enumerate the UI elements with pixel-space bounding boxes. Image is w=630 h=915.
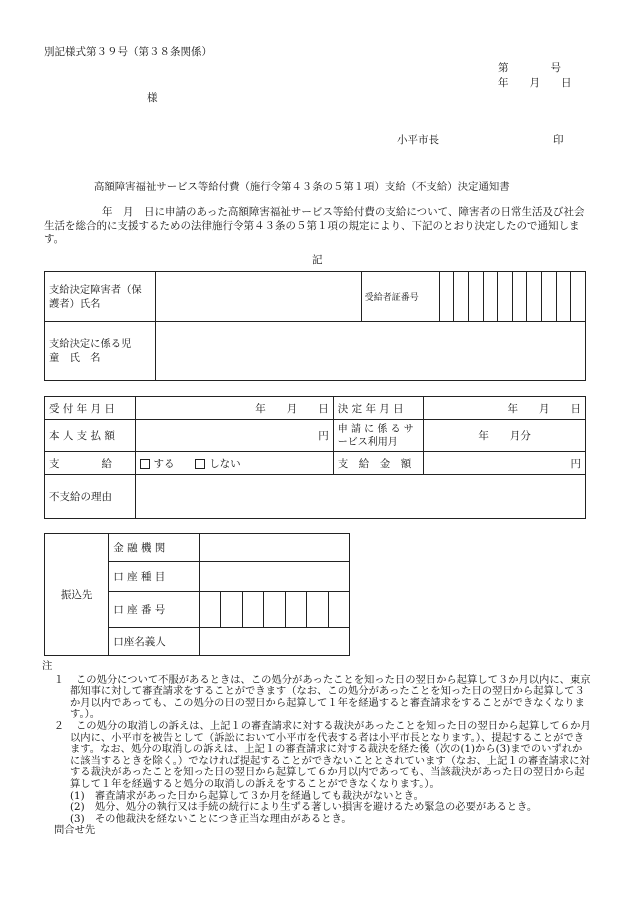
transfer-table <box>44 533 350 656</box>
cert-label: 受給者証番号 <box>361 272 439 322</box>
receipt-date-value[interactable]: 年 月 日 <box>135 397 333 420</box>
cert-digit[interactable] <box>556 272 571 322</box>
note-1 <box>44 675 592 721</box>
cert-digit[interactable] <box>468 272 483 322</box>
decision-date-label: 決 定 年 月 日 <box>333 397 424 420</box>
self-pay-label: 本 人 支 払 額 <box>45 420 136 452</box>
account-digit[interactable] <box>264 592 285 628</box>
amount-value[interactable]: 円 <box>424 452 586 475</box>
cert-digit[interactable] <box>542 272 557 322</box>
note-2 <box>44 721 592 791</box>
payment-label: 支 給 <box>45 452 136 475</box>
cert-digit[interactable] <box>571 272 586 322</box>
recipient-name-cell[interactable] <box>155 272 361 322</box>
account-type-label: 口 座 種 目 <box>109 562 200 592</box>
notes-section <box>44 661 592 837</box>
bank-value[interactable] <box>200 534 350 562</box>
receipt-date-label: 受 付 年 月 日 <box>45 397 136 420</box>
account-digit[interactable] <box>307 592 328 628</box>
note-1-number: １ <box>53 673 64 686</box>
document-date: 年 月 日 <box>498 77 572 89</box>
child-name-cell[interactable] <box>155 322 585 381</box>
intro-text: 年 月 日に申請のあった高額障害福祉サービス等給付費の支給について、障害者の日常生活及び社会生活を総合的に支援するための法律施行令第４３条の５第１項の規定により、下記のとおり決定したので通知します。 <box>44 206 585 245</box>
contact-label: 問合せ先 <box>54 824 96 837</box>
decision-date-value[interactable]: 年 月 日 <box>424 397 586 420</box>
payment-yes-label: する <box>153 457 175 470</box>
document-number: 第 号 <box>498 62 561 74</box>
account-no-label: 口 座 番 号 <box>109 592 200 628</box>
holder-label: 口座名義人 <box>109 628 200 656</box>
child-label: 支給決定に係る児 童 氏 名 <box>45 322 156 381</box>
addressee-suffix: 様 <box>147 92 158 104</box>
note-2-text: この処分の取消しの訴えは、上記１の審査請求に対する裁決があったことを知った日の翌日から起算して６か月以内に、小平市を被告として（訴訟において小平市を代表する者は小平市長となります。）、提起することができます。なお、処分の取消しの訴えは、上記１の審査請求に対する裁決を経た後（次の(1)から(3)までのいずれかに該当するときを除く。）でなければ提起することができないこととされています（なお、上記１の審査請求に対する裁決があったことを知った日の翌日から起算して６か月以内であっても、当該裁決があった日の翌日から起算して１年を経過すると処分の取消しの訴えをすることができなくなります。）。 <box>70 719 591 790</box>
bank-label: 金 融 機 関 <box>109 534 200 562</box>
cert-digit[interactable] <box>439 272 454 322</box>
account-digit[interactable] <box>328 592 349 628</box>
amount-label: 支 給 金 額 <box>333 452 424 475</box>
document-title: 高額障害福祉サービス等給付費（施行令第４３条の５第１項）支給（不支給）決定通知書 <box>94 181 510 193</box>
ki-label: 記 <box>312 254 323 266</box>
reason-value[interactable] <box>135 475 586 519</box>
account-digit[interactable] <box>285 592 306 628</box>
note-2-number: ２ <box>53 719 64 732</box>
note-2-sub-1: (1) 審査請求があった日から起算して３か月を経過しても裁決がないとき。 <box>70 789 424 802</box>
cert-digit[interactable] <box>454 272 469 322</box>
self-pay-value[interactable]: 円 <box>135 420 333 452</box>
payment-options <box>135 452 333 475</box>
note-2-sub-2: (2) 処分、処分の執行又は手続の続行により生ずる著しい損害を避けるため緊急の必要があるとき。 <box>70 801 538 814</box>
cert-digit[interactable] <box>483 272 498 322</box>
cert-digit[interactable] <box>527 272 542 322</box>
account-type-value[interactable] <box>200 562 350 592</box>
account-digit[interactable] <box>221 592 242 628</box>
note-2-sub-3: (3) その他裁決を経ないことにつき正当な理由があるとき。 <box>70 812 352 825</box>
cert-digit[interactable] <box>512 272 527 322</box>
seal-mark: 印 <box>553 134 564 146</box>
note-1-text: この処分について不服があるときは、この処分があったことを知った日の翌日から起算して３か月以内に、東京都知事に対して審査請求をすることができます（なお、この処分があったことを知った日の翌日から起算して３か月以内であっても、この処分の日の翌日から起算して１年を経過すると審査請求をすることができなくなります。）。 <box>70 673 591 721</box>
payment-yes-checkbox[interactable] <box>140 459 150 469</box>
payment-no-label: しない <box>209 457 241 470</box>
service-month-label: 申 請 に 係 る サービス利用月 <box>333 420 424 452</box>
holder-value[interactable] <box>200 628 350 656</box>
cert-digit[interactable] <box>498 272 513 322</box>
service-month-value[interactable]: 年 月分 <box>424 420 586 452</box>
decision-table <box>44 396 586 519</box>
form-number: 別記様式第３９号（第３８条関係） <box>44 46 212 58</box>
account-digit[interactable] <box>200 592 221 628</box>
payment-no-checkbox[interactable] <box>195 459 205 469</box>
account-digit[interactable] <box>242 592 263 628</box>
issuer-name: 小平市長 <box>397 134 439 146</box>
notes-heading: 注 <box>42 660 53 672</box>
recipient-label: 支給決定障害者（保護者）氏名 <box>45 272 156 322</box>
reason-label: 不支給の理由 <box>45 475 136 519</box>
recipient-table <box>44 271 586 381</box>
transfer-label: 振込先 <box>45 534 109 656</box>
